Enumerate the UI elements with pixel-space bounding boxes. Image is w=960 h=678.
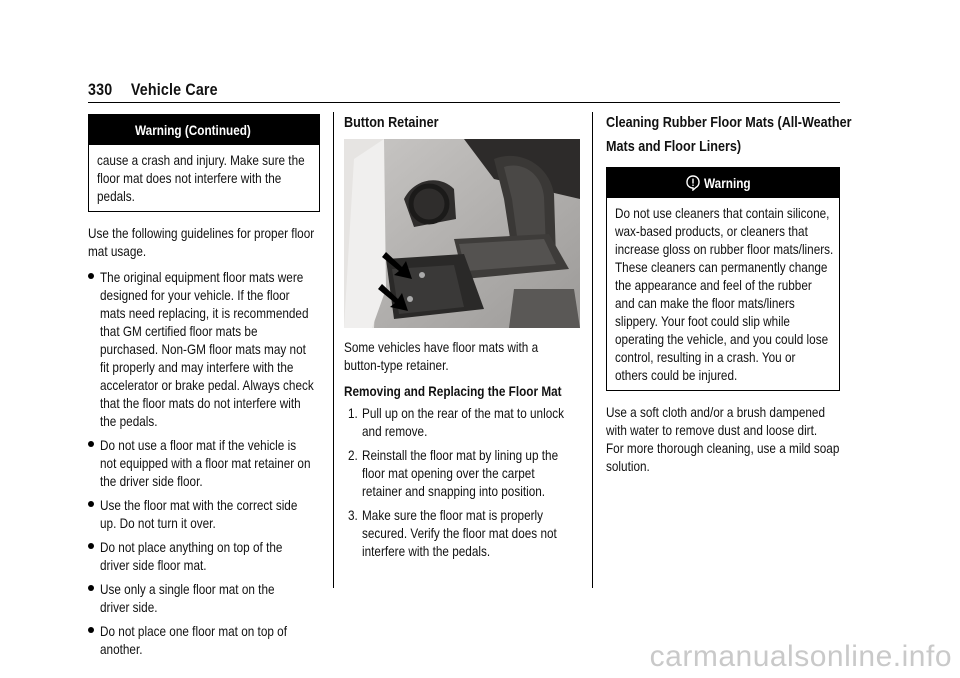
warning-icon xyxy=(686,175,700,191)
warning-line: pedals. xyxy=(97,188,135,204)
column-1 xyxy=(88,112,320,664)
list-item: Use only a single floor mat on the driver side. xyxy=(88,580,320,616)
warning-body xyxy=(89,145,319,211)
section-heading: Cleaning Rubber Floor Mats (All-Weather Mats and Floor Liners) xyxy=(606,114,852,155)
subheading: Removing and Replacing the Floor Mat xyxy=(344,383,562,399)
warning-line: cause a crash and injury. Make sure the xyxy=(97,152,305,168)
list-item: The original equipment floor mats were designed for your vehicle. If the floor mats need replacing, it is recommended that GM certified floor mats be purchased. Non-GM floor mats may not fit properly and may interfere with the accelerator or brake pedal. Always check that the floor mats do not interfere with the pedals. xyxy=(88,268,320,430)
bullet-icon xyxy=(88,543,94,549)
step-number: 2. xyxy=(348,447,358,463)
column-divider-1 xyxy=(333,112,334,588)
list-item: Do not place one floor mat on top of another. xyxy=(88,622,320,658)
warning-header: Warning (Continued) xyxy=(89,115,319,145)
warning-line: floor mat does not interfere with the xyxy=(97,170,282,186)
guideline-list xyxy=(88,268,320,658)
warning-body: Do not use cleaners that contain silicone, wax-based products, or cleaners that increase gloss on rubber floor mats/liners. These cleaners can permanently change the appearance and feel of the rubber and can make the floor mats/liners slippery. Your foot could slip while operating the vehicle, and you could lose control, resulting in a crash. You or others could be injured. xyxy=(615,205,834,383)
car-interior-illustration xyxy=(344,139,580,328)
steps-list xyxy=(344,404,580,560)
column-divider-2 xyxy=(592,112,593,588)
step-number: 1. xyxy=(348,405,358,421)
list-item: 3. Make sure the floor mat is properly secured. Verify the floor mat does not interfere with the pedals. xyxy=(348,507,557,559)
list-item: Use the floor mat with the correct side up. Do not turn it over. xyxy=(88,496,320,532)
bullet-icon xyxy=(88,273,94,279)
section-heading: Button Retainer xyxy=(344,114,439,131)
warning-box xyxy=(606,167,840,391)
floor-mat-retainer-image xyxy=(344,139,580,328)
section-title: Vehicle Care xyxy=(130,80,218,99)
column-3 xyxy=(606,112,852,475)
list-item: 1. Pull up on the rear of the mat to unlock and remove. xyxy=(348,405,565,439)
bullet-icon xyxy=(88,501,94,507)
header-rule xyxy=(88,102,840,103)
list-item: 2. Reinstall the floor mat by lining up the floor mat opening over the carpet retainer and snapping into position. xyxy=(348,447,559,499)
intro-paragraph: Use the following guidelines for proper floor mat usage. xyxy=(88,225,315,259)
watermark: carmanualsonline.info xyxy=(649,640,952,673)
step-number: 3. xyxy=(348,507,358,523)
warning-header: Warning xyxy=(607,168,839,198)
page-header xyxy=(88,80,243,100)
cleaning-paragraph: Use a soft cloth and/or a brush dampened with water to remove dust and loose dirt. For more thorough cleaning, use a mild soap solution. xyxy=(606,404,840,474)
warning-box-continued xyxy=(88,114,320,212)
bullet-icon xyxy=(88,441,94,447)
page-number: 330 xyxy=(88,80,113,99)
list-item: Do not place anything on top of the driver side floor mat. xyxy=(88,538,320,574)
column-2 xyxy=(344,112,580,566)
list-item: Do not use a floor mat if the vehicle is not equipped with a floor mat retainer on the driver side floor. xyxy=(88,436,320,490)
description-paragraph: Some vehicles have floor mats with a button-type retainer. xyxy=(344,339,539,373)
bullet-icon xyxy=(88,585,94,591)
bullet-icon xyxy=(88,627,94,633)
